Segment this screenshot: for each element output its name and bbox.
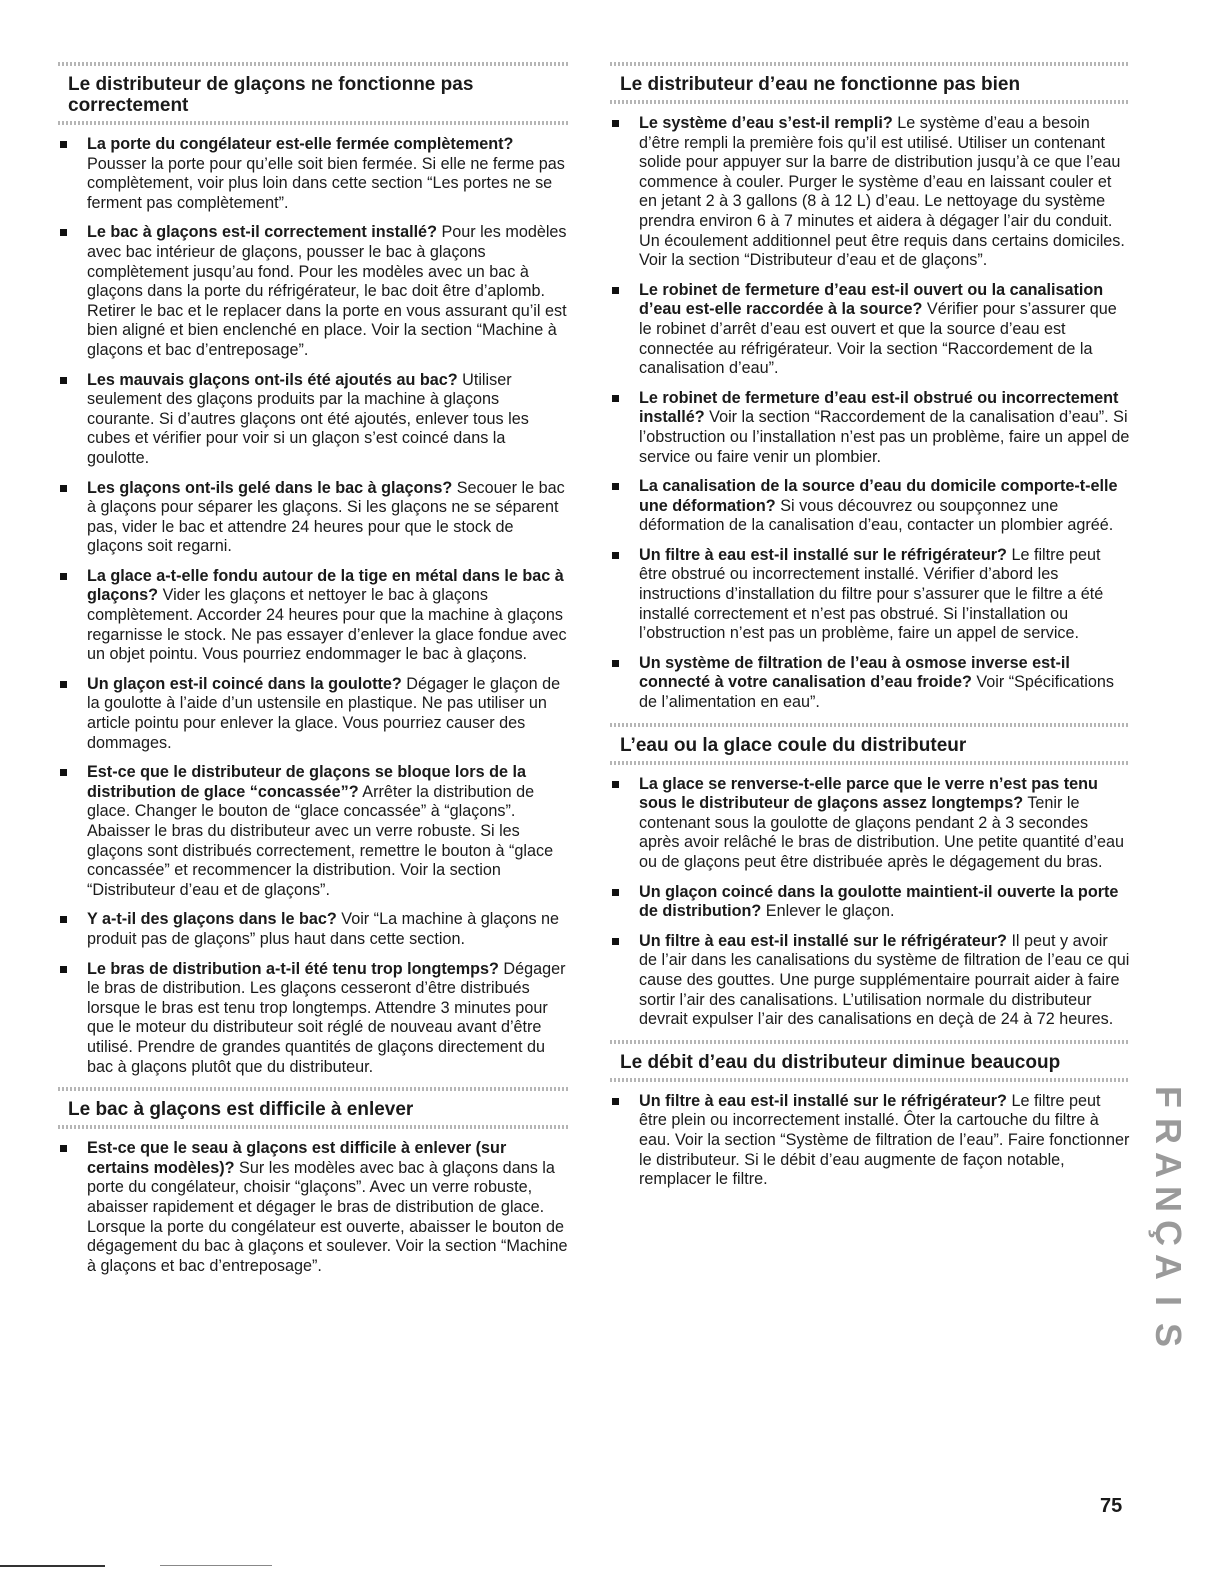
section-rule-bottom	[610, 100, 1130, 104]
answer-text: Voir “La machine à glaçons ne produit pas de glaçons” plus haut dans cette section.	[87, 910, 560, 948]
section-heading: Le distributeur de glaçons ne fonctionne pas correctement	[68, 74, 474, 116]
answer-text: Secouer le bac à glaçons pour séparer les glaçons. Si les glaçons ne se séparent pas, vider le bac et attendre 24 heures pour que le stock de glaçons soit regarni.	[87, 478, 565, 556]
answer-text: Vérifier pour s’assurer que le robinet d’arrêt d’eau est ouvert et que la source d’eau est connectée au réfrigérateur. Voir la section “Raccordement de la canalisation d’eau”.	[639, 300, 1117, 378]
question-text: Un système de filtration de l’eau à osmose inverse est-il connecté à votre canalisation d’eau froide?	[639, 653, 1070, 692]
answer-text: Le filtre peut être obstrué ou incorrectement installé. Vérifier d’abord les instructions d’installation du filtre pour s’assurer que le filtre a été installé correctement et n’est pas obstrué. Si l’installation ou l’obstruction n’est pas un problème, faire un appel de service.	[639, 545, 1104, 643]
question-item	[610, 775, 1130, 873]
answer-text: Vider les glaçons et nettoyer le bac à glaçons complètement. Accorder 24 heures pour que la machine à glaçons regarnisse le stock. Ne pas essayer d’enlever la glace fondue avec un objet pointu. Vous pourriez endommager le bac à glaçons.	[87, 586, 567, 664]
side-tab-letter: A	[1148, 1152, 1189, 1178]
section-rule-bottom	[610, 761, 1130, 765]
troubleshooting-section	[58, 62, 568, 1077]
question-item	[58, 479, 568, 557]
question-text: Est-ce que le seau à glaçons est difficile à enlever (sur certains modèles)?	[87, 1139, 507, 1177]
question-item	[58, 371, 568, 469]
square-bullet-icon	[60, 141, 67, 148]
section-rule-bottom	[58, 121, 568, 125]
troubleshooting-section	[610, 62, 1130, 713]
square-bullet-icon	[60, 229, 67, 236]
section-heading: Le bac à glaçons est difficile à enlever	[68, 1099, 414, 1121]
question-list	[610, 775, 1130, 1030]
right-column	[610, 62, 1130, 1200]
answer-text: Il peut y avoir de l’air dans les canalisations du système de filtration de l’eau ce qui cause des gouttes. Une purge supplémentaire pourrait aider à faire sortir l’air des canalisations. L’utilisation normale du distributeur devrait expulser l’air des canalisations en deçà de 24 à 72 heures.	[639, 931, 1130, 1029]
question-item	[610, 932, 1130, 1030]
square-bullet-icon	[612, 483, 619, 490]
square-bullet-icon	[60, 966, 67, 973]
answer-text: Sur les modèles avec bac à glaçons dans la porte du congélateur, choisir “glaçons”. Avec un verre robuste, abaisser rapidement et dégager le bras de distribution de glace. Lorsque la porte du congélateur est ouverte, abaisser le bouton de dégagement du bac à glaçons et soulever. Voir la section “Machine à glaçons et bac d’entreposage”.	[87, 1158, 568, 1275]
answer-text: Voir “Spécifications de l’alimentation en eau”.	[639, 673, 1115, 712]
section-rule-bottom	[58, 1125, 568, 1129]
question-item	[610, 654, 1130, 713]
question-text: Le système d’eau s’est-il rempli?	[639, 114, 893, 132]
question-item	[610, 477, 1130, 536]
square-bullet-icon	[612, 889, 619, 896]
square-bullet-icon	[612, 781, 619, 788]
question-item	[58, 763, 568, 900]
answer-text: Enlever le glaçon.	[765, 902, 895, 921]
question-list	[610, 1092, 1130, 1190]
section-rule-bottom	[610, 1078, 1130, 1082]
side-tab-letter: A	[1148, 1254, 1189, 1280]
answer-text: Tenir le contenant sous la goulotte de glaçons pendant 2 à 3 secondes après avoir relâché le bras de distribution. Une petite quantité d’eau ou de glaçons peut être distribuée après le dégagement du bras.	[639, 794, 1125, 871]
question-item	[58, 567, 568, 665]
square-bullet-icon	[612, 395, 619, 402]
square-bullet-icon	[612, 552, 619, 559]
footer-rule	[0, 1565, 105, 1567]
answer-text: Le système d’eau a besoin d’être rempli la première fois qu’il est utilisé. Utiliser un contenant solide pour appuyer sur la barre de distribution jusqu’à ce que l’eau commence à couler. Purger le système d’eau en laissant couler et en jetant 2 à 3 gallons (8 à 12 L) d’eau. Le nettoyage du système prendra environ 6 à 7 minutes et aidera à dégager l’air du conduit. Un écoulement additionnel peut être requis dans certains domiciles. Voir la section “Distributeur d’eau et de glaçons”.	[639, 114, 1125, 270]
question-item	[58, 1139, 568, 1276]
question-item	[610, 883, 1130, 922]
square-bullet-icon	[60, 769, 67, 776]
question-text: Un glaçon est-il coincé dans la goulotte?	[87, 674, 402, 693]
question-text: Est-ce que le distributeur de glaçons se bloque lors de la distribution de glace “concassée”?	[87, 763, 526, 801]
question-text: Les mauvais glaçons ont-ils été ajoutés au bac?	[87, 370, 458, 389]
question-item	[58, 675, 568, 753]
question-text: La porte du congélateur est-elle fermée complètement?	[87, 135, 514, 153]
square-bullet-icon	[60, 485, 67, 492]
troubleshooting-section	[610, 723, 1130, 1030]
answer-text: Dégager le glaçon de la goulotte à l’aide d’un ustensile en plastique. Ne pas utiliser un article pointu pour enlever la glace. Vous pourriez causer des dommages.	[87, 674, 561, 752]
square-bullet-icon	[612, 1098, 619, 1105]
question-item	[610, 281, 1130, 379]
question-item	[58, 223, 568, 360]
question-item	[610, 1092, 1130, 1190]
question-item	[610, 546, 1130, 644]
troubleshooting-section	[58, 1087, 568, 1276]
section-heading: L’eau ou la glace coule du distributeur	[620, 734, 967, 756]
square-bullet-icon	[60, 916, 67, 923]
section-heading: Le distributeur d’eau ne fonctionne pas bien	[620, 74, 1021, 95]
square-bullet-icon	[612, 120, 619, 127]
question-text: La glace se renverse-t-elle parce que le verre n’est pas tenu sous le distributeur de glaçons assez longtemps?	[639, 774, 1098, 813]
question-text: Un filtre à eau est-il installé sur le réfrigérateur?	[639, 1091, 1007, 1110]
question-text: Un filtre à eau est-il installé sur le réfrigérateur?	[639, 931, 1007, 950]
question-text: Y a-t-il des glaçons dans le bac?	[87, 910, 337, 929]
question-text: La canalisation de la source d’eau du domicile comporte-t-elle une déformation?	[639, 477, 1118, 515]
square-bullet-icon	[612, 938, 619, 945]
section-heading: Le débit d’eau du distributeur diminue beaucoup	[620, 1051, 1061, 1073]
question-text: Le bac à glaçons est-il correctement installé?	[87, 223, 437, 242]
question-text: Un glaçon coincé dans la goulotte maintient-il ouverte la porte de distribution?	[639, 882, 1119, 921]
question-text: La glace a-t-elle fondu autour de la tige en métal dans le bac à glaçons?	[87, 566, 564, 605]
question-text: Le bras de distribution a-t-il été tenu trop longtemps?	[87, 959, 499, 978]
question-item	[610, 389, 1130, 467]
page-number: 75	[1100, 1495, 1123, 1517]
answer-text: Pour les modèles avec bac intérieur de glaçons, pousser le bac à glaçons complètement jusqu’au fond. Pour les modèles avec un bac à glaçons dans la porte du réfrigérateur, le bac doit être d’aplomb. Retirer le bac et le replacer dans la porte en vous assurant qu’il est bien aligné et bien enclenché en place. Voir la section “Machine à glaçons et bac d’entreposage”.	[87, 223, 567, 359]
question-list	[610, 114, 1130, 713]
answer-text: Voir la section “Raccordement de la canalisation d’eau”. Si l’obstruction ou l’installation n’est pas un problème, faire un appel de service ou faire venir un plombier.	[639, 408, 1130, 466]
question-item	[58, 135, 568, 213]
answer-text: Pousser la porte pour qu’elle soit bien fermée. Si elle ne ferme pas complètement, voir plus loin dans cette section “Les portes ne se ferment pas complètement”.	[87, 154, 565, 212]
side-tab-letter: I	[1147, 1295, 1189, 1307]
answer-text: Arrêter la distribution de glace. Changer le bouton de “glace concassée” à “glaçons”. Abaisser le bras du distributeur avec un verre robuste. Si les glaçons sont distribués correctement, remettre le bouton à “glace concassée” et recommencer la distribution. Voir la section “Distributeur d’eau et de glaçons”.	[87, 782, 554, 899]
side-tab-letter: F	[1148, 1086, 1189, 1108]
question-text: Le robinet de fermeture d’eau est-il ouvert ou la canalisation d’eau est-elle raccordée à la source?	[639, 280, 1104, 319]
square-bullet-icon	[60, 1145, 67, 1152]
square-bullet-icon	[60, 573, 67, 580]
side-language-tab	[1147, 1080, 1189, 1350]
left-column	[58, 62, 568, 1286]
question-item	[58, 960, 568, 1078]
question-text: Le robinet de fermeture d’eau est-il obstrué ou incorrectement installé?	[639, 388, 1119, 427]
square-bullet-icon	[60, 377, 67, 384]
footer-rule-faint	[160, 1565, 272, 1566]
square-bullet-icon	[60, 681, 67, 688]
side-tab-letter: N	[1148, 1186, 1189, 1212]
side-tab-letter: Ç	[1148, 1220, 1189, 1246]
side-tab-letter: R	[1148, 1118, 1189, 1144]
question-text: Les glaçons ont-ils gelé dans le bac à glaçons?	[87, 478, 453, 497]
answer-text: Si vous découvrez ou soupçonnez une déformation de la canalisation d’eau, contacter un plombier agréé.	[639, 496, 1114, 535]
answer-text: Utiliser seulement des glaçons produits par la machine à glaçons courante. Si d’autres glaçons ont été ajoutés, enlever tous les cubes et vérifier pour voir si un glaçon s’est coincé dans la goulotte.	[87, 370, 529, 467]
question-item	[58, 910, 568, 949]
answer-text: Dégager le bras de distribution. Les glaçons cesseront d’être distribués lorsque le bras est tenu trop longtemps. Attendre 3 minutes pour que le moteur du distributeur soit réglé de nouveau avant d’être utilisé. Prendre de grandes quantités de glaçons directement du bac à glaçons plutôt que du distributeur.	[87, 959, 566, 1076]
question-item	[610, 114, 1130, 271]
square-bullet-icon	[612, 287, 619, 294]
question-text: Un filtre à eau est-il installé sur le réfrigérateur?	[639, 545, 1007, 564]
answer-text: Le filtre peut être plein ou incorrectement installé. Ôter la cartouche du filtre à eau. Voir la section “Système de filtration de l’eau”. Faire fonctionner le distributeur. Si le débit d’eau augmente de façon notable, remplacer le filtre.	[639, 1091, 1130, 1189]
question-list	[58, 1139, 568, 1276]
side-tab-letter: S	[1147, 1322, 1189, 1348]
question-list	[58, 135, 568, 1077]
square-bullet-icon	[612, 660, 619, 667]
troubleshooting-section	[610, 1040, 1130, 1190]
